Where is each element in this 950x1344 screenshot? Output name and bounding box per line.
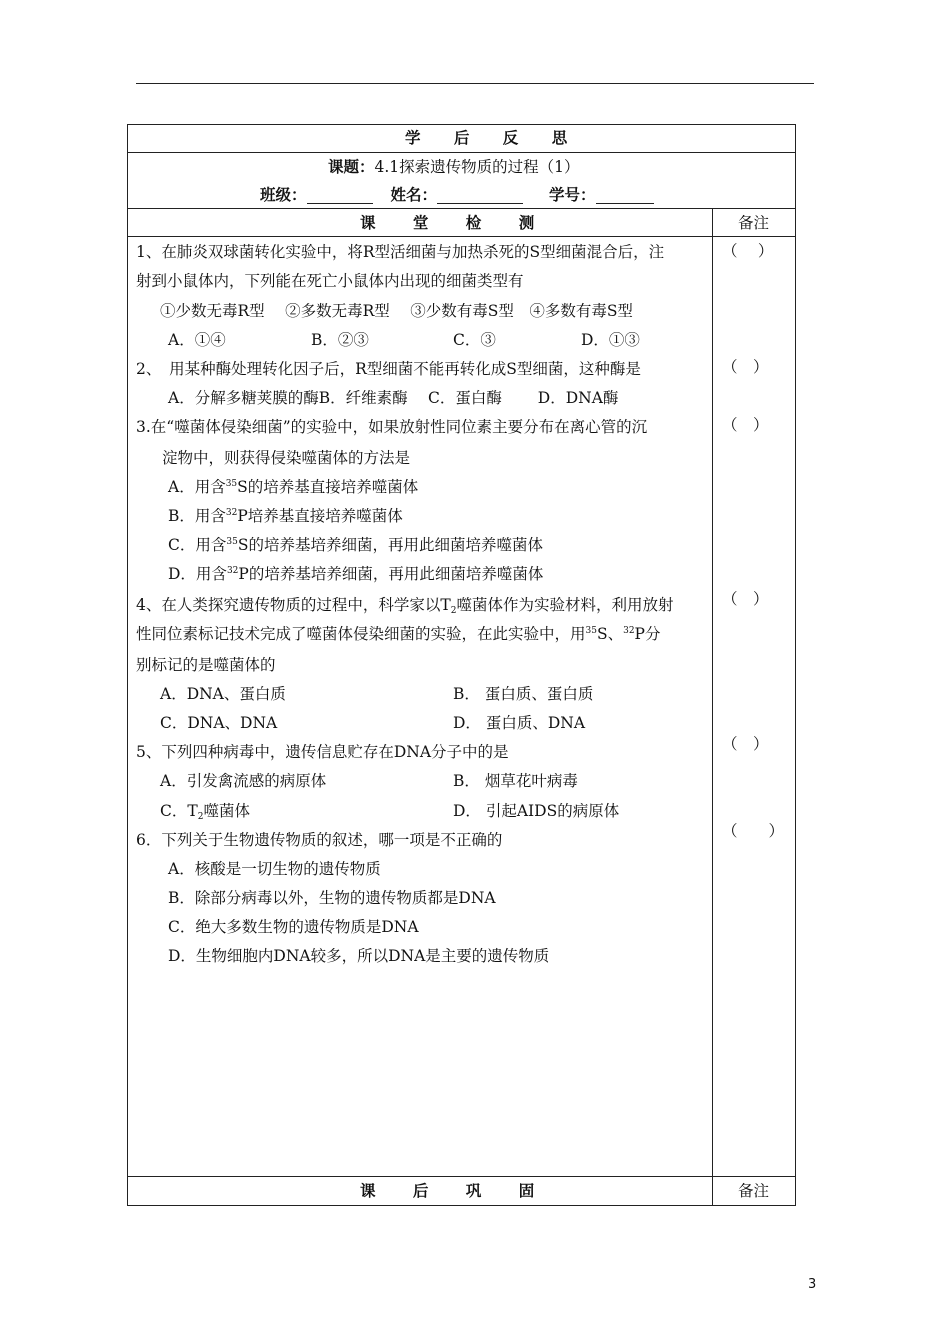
name-field[interactable] [437, 187, 523, 204]
consolidation-remarks-label: 备注 [738, 1182, 770, 1200]
row-divider [127, 1176, 796, 1177]
header-rule [136, 83, 814, 84]
q3-option-b: B．用含$^{32}$P培养基直接培养噬菌体 [168, 507, 403, 525]
q4-stem-line2: 性同位素标记技术完成了噬菌体侵染细菌的实验，在此实验中，用$^{35}$S、$^{32}$P分 [136, 625, 661, 643]
checkpoint-title: 课 堂 检 测 [360, 213, 551, 232]
class-label: 班级： [260, 185, 307, 204]
q6-option-c: C．绝大多数生物的遗传物质是DNA [168, 918, 419, 936]
consolidation-title: 课 后 巩 固 [360, 1181, 551, 1200]
q4-stem-line1: 4、在人类探究遗传物质的过程中，科学家以$T_2$噬菌体作为实验材料，利用放射 [136, 596, 674, 616]
lesson-heading [328, 157, 580, 177]
q1-option-c: C．③ [453, 331, 496, 349]
q3-stem-line1: 3.在“噬菌体侵染细菌”的实验中，如果放射性同位素主要分布在离心管的沉 [136, 418, 648, 436]
remarks-label: 备注 [738, 214, 770, 232]
student-id-label: 学号： [549, 185, 596, 204]
q5-stem: 5、下列四种病毒中，遗传信息贮存在DNA分子中的是 [136, 743, 509, 761]
page-number: 3 [808, 1277, 817, 1292]
section-title: 学 后 反 思 [405, 128, 582, 147]
q1-items: ①少数无毒R型 ②多数无毒R型 ③少数有毒S型 ④多数有毒S型 [160, 302, 633, 320]
q3-answer-blank[interactable]: （ ） [722, 416, 769, 434]
lesson-label: 课题： [328, 157, 375, 176]
q4-option-a: A．DNA、蛋白质 [160, 685, 286, 703]
class-field[interactable] [307, 187, 373, 204]
q6-stem: 6．下列关于生物遗传物质的叙述，哪一项是不正确的 [136, 831, 503, 849]
q3-option-d: D．用含$^{32}$P的培养基培养细菌，再用此细菌培养噬菌体 [168, 565, 544, 583]
q5-answer-blank[interactable]: （ ） [722, 735, 769, 753]
q3-option-c: C．用含$^{35}$S的培养基培养细菌，再用此细菌培养噬菌体 [168, 536, 543, 554]
q2-answer-blank[interactable]: （ ） [722, 358, 769, 376]
q1-option-d: D．①③ [581, 331, 640, 349]
q6-option-d: D．生物细胞内DNA较多，所以DNA是主要的遗传物质 [168, 947, 550, 965]
q1-option-b: B．②③ [311, 331, 369, 349]
q6-option-a: A．核酸是一切生物的遗传物质 [168, 860, 381, 878]
q3-option-a: A．用含$^{35}$S的培养基直接培养噬菌体 [168, 478, 419, 496]
q1-option-a: A．①④ [168, 331, 226, 349]
q5-option-d: D． 引起AIDS的病原体 [453, 802, 620, 820]
q2-options: A．分解多糖荚膜的酶B．纤维素酶 C．蛋白酶 D．DNA酶 [168, 389, 619, 407]
row-divider [127, 236, 796, 237]
q5-option-c: C．$T_2$噬菌体 [160, 802, 250, 822]
q4-option-d: D． 蛋白质、DNA [453, 714, 586, 732]
q2-stem: 2、 用某种酶处理转化因子后，R型细菌不能再转化成S型细菌，这种酶是 [136, 360, 641, 378]
name-label: 姓名： [390, 185, 438, 204]
q1-stem-line1: 1、在肺炎双球菌转化实验中，将R型活细菌与加热杀死的S型细菌混合后，注 [136, 243, 665, 261]
q4-option-c: C．DNA、DNA [160, 714, 278, 732]
student-info-line [260, 185, 654, 205]
row-divider [127, 208, 796, 209]
q1-stem-line2: 射到小鼠体内，下列能在死亡小鼠体内出现的细菌类型有 [136, 272, 524, 290]
remarks-column-divider [712, 208, 713, 1205]
q3-stem-line2: 淀物中，则获得侵染噬菌体的方法是 [162, 449, 411, 467]
q4-stem-line3: 别标记的是噬菌体的 [136, 656, 276, 674]
q6-answer-blank[interactable]: （ ） [722, 822, 785, 840]
q1-answer-blank[interactable]: （ ） [722, 242, 774, 260]
student-id-field[interactable] [596, 187, 654, 204]
q5-option-b: B． 烟草花叶病毒 [453, 772, 578, 790]
q4-answer-blank[interactable]: （ ） [722, 590, 769, 608]
lesson-title: 4.1探索遗传物质的过程（1） [374, 158, 580, 176]
row-divider [127, 152, 796, 153]
q6-option-b: B．除部分病毒以外，生物的遗传物质都是DNA [168, 889, 496, 907]
q5-option-a: A．引发禽流感的病原体 [160, 772, 327, 790]
q4-option-b: B． 蛋白质、蛋白质 [453, 685, 594, 703]
